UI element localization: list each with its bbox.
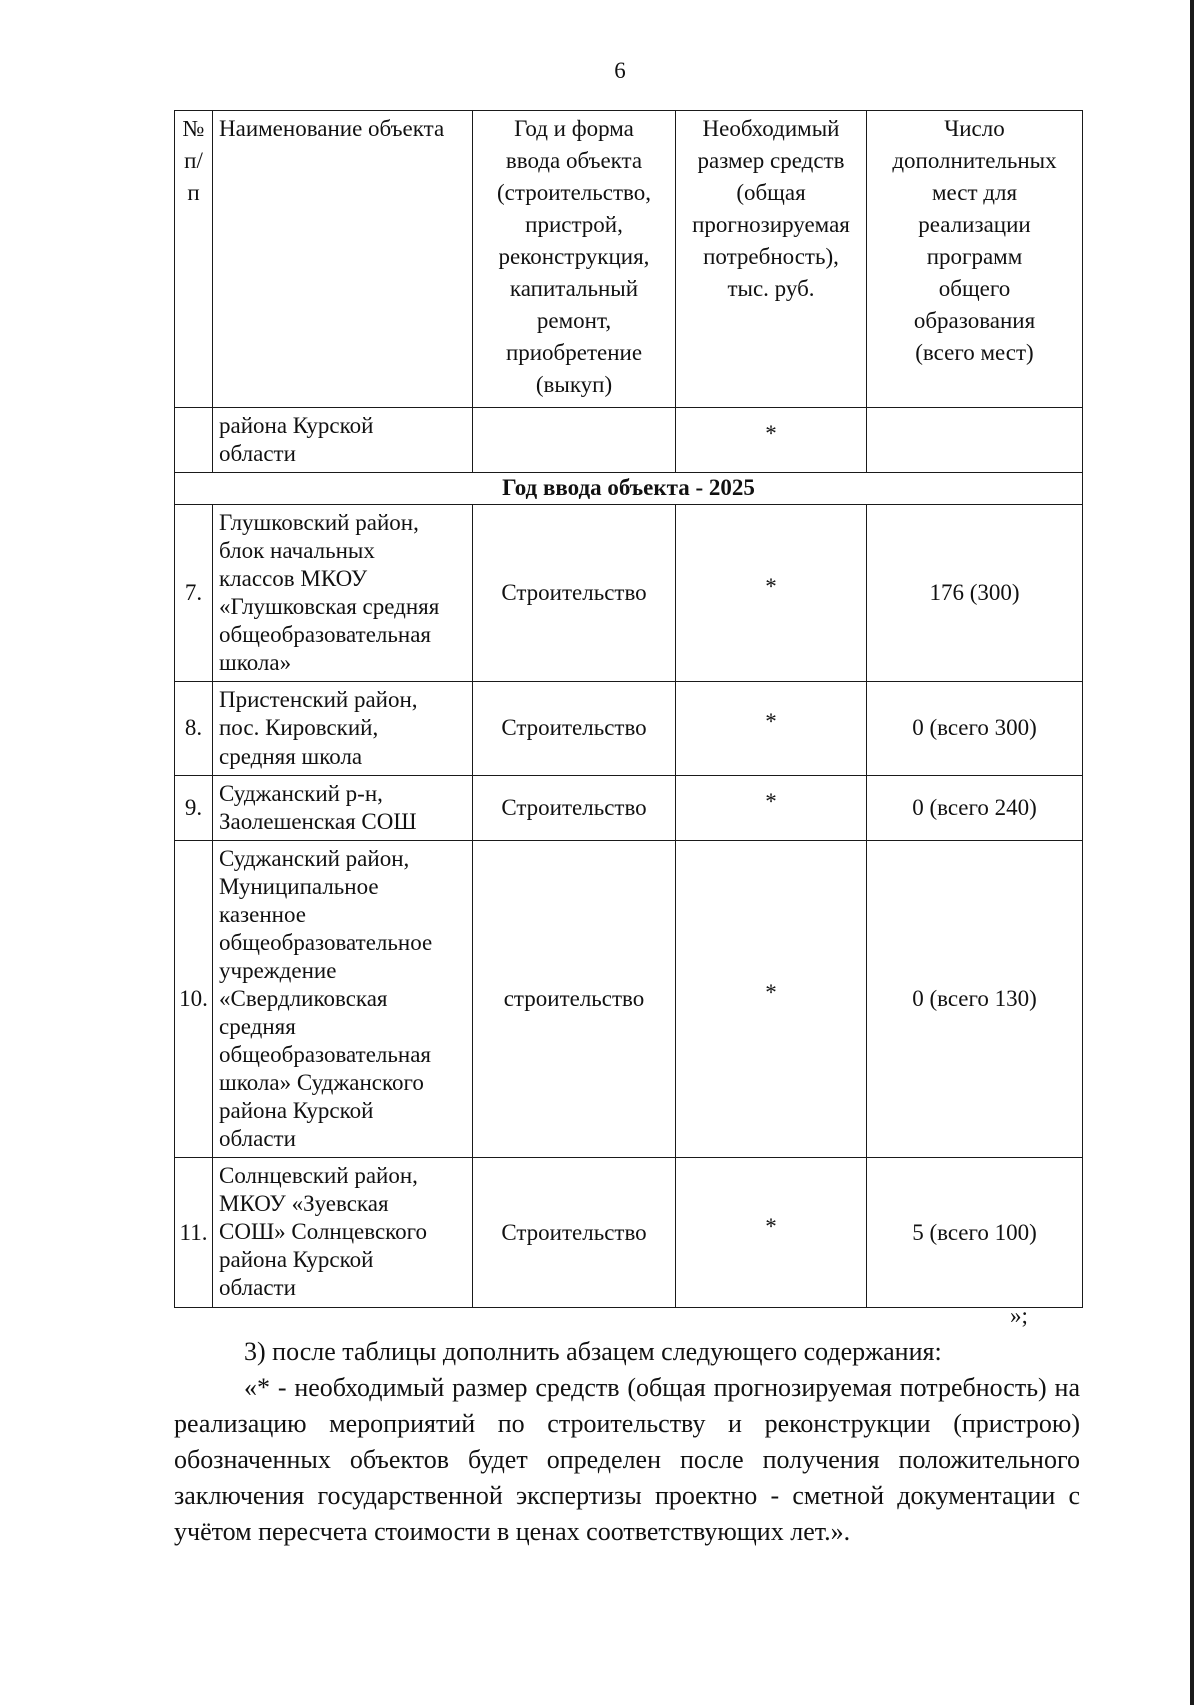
cell-name — [213, 775, 473, 840]
cell-line: Суджанский район, — [219, 845, 410, 871]
cell-line: образования — [913, 308, 1036, 333]
cell-line: ремонт, — [536, 308, 612, 333]
cell-cost: * — [676, 840, 867, 1158]
cell-line: капитальный — [509, 276, 639, 301]
cell-line: ввода объекта — [505, 148, 643, 173]
cell-places: 0 (всего 130) — [867, 840, 1083, 1158]
table-row — [175, 775, 1083, 840]
page-edge-shadow — [1190, 0, 1194, 1705]
cell-line: блок начальных — [219, 538, 375, 564]
cell-line: размер средств — [697, 148, 845, 173]
cell-line: приобретение — [505, 340, 643, 365]
header-form — [473, 111, 676, 408]
cell-cost: * — [676, 505, 867, 682]
cell-line: № — [182, 116, 205, 141]
paragraph-intro: 3) после таблицы дополнить абзацем следующего содержания: — [244, 1337, 942, 1366]
cell-line: СОШ» Солнцевского — [219, 1219, 428, 1245]
objects-table — [174, 110, 1083, 1308]
cell-places: 5 (всего 100) — [867, 1158, 1083, 1308]
cell-line: учреждение — [219, 957, 337, 983]
cell-num: 11. — [175, 1158, 213, 1308]
cell-line: реализации — [918, 212, 1031, 237]
cell-line: общеобразовательное — [219, 929, 433, 955]
cell-line: общеобразовательная — [219, 622, 431, 648]
cell-line: (строительство, — [497, 180, 651, 205]
table-header-row — [175, 111, 1083, 408]
header-cost — [676, 111, 867, 408]
cell-form: Строительство — [473, 505, 676, 682]
cell-num: 7. — [175, 505, 213, 682]
cell-line: казенное — [219, 901, 306, 927]
table-row — [175, 840, 1083, 1158]
cell-line: Суджанский р-н, — [219, 780, 383, 806]
paragraph-footnote: «* - необходимый размер средств (общая прогнозируемая потребность) на реализацию мероприятий по строительству и реконструкции (пристрою) обозначенных объектов будет определен после получения положительного заключения государственной экспертизы проектно - сметной документации с учётом пересчета стоимости в ценах соответствующих лет.». — [174, 1373, 1080, 1546]
cell-line: пос. Кировский, — [219, 715, 379, 741]
cell-line: классов МКОУ — [219, 566, 368, 592]
cell-line: Необходимый — [702, 116, 840, 141]
cell-line: области — [219, 1126, 296, 1152]
cell-num: 10. — [175, 840, 213, 1158]
cell-line: школа» — [219, 650, 292, 676]
cell-line: (общая — [736, 180, 806, 205]
table-row — [175, 505, 1083, 682]
cell-cost: * — [676, 682, 867, 775]
cell-form: Строительство — [473, 682, 676, 775]
header-places — [867, 111, 1083, 408]
cell-name — [213, 1158, 473, 1308]
cell-line: школа» Суджанского — [219, 1070, 424, 1096]
page-number: 6 — [614, 58, 626, 83]
cell-form — [473, 408, 676, 473]
cell-line: Пристенский район, — [219, 687, 418, 713]
cell-form: Строительство — [473, 775, 676, 840]
cell-line: пристрой, — [525, 212, 623, 237]
cell-num: 8. — [175, 682, 213, 775]
year-label: Год ввода объекта - 2025 — [175, 473, 1083, 505]
cell-line: программ — [926, 244, 1023, 269]
header-num — [175, 111, 213, 408]
closing-quote: »; — [1010, 1303, 1028, 1328]
cell-line: Год и форма — [514, 116, 634, 141]
cell-line: «Свердликовская — [219, 985, 388, 1011]
cell-cost: * — [676, 408, 867, 473]
cell-line: п/п — [184, 148, 203, 205]
cell-line: области — [219, 1275, 296, 1301]
cell-line: Заолешенская СОШ — [219, 808, 417, 834]
cell-form: Строительство — [473, 1158, 676, 1308]
cell-line: средняя — [219, 1013, 296, 1039]
cell-line: общего — [938, 276, 1011, 301]
cell-name — [213, 682, 473, 775]
cell-cost: * — [676, 775, 867, 840]
cell-line: (всего мест) — [915, 340, 1034, 365]
cell-line: Муниципальное — [219, 873, 379, 899]
cell-name — [213, 505, 473, 682]
cell-line: МКОУ «Зуевская — [219, 1191, 389, 1217]
cell-name — [213, 408, 473, 473]
cell-num — [175, 408, 213, 473]
cell-line: Глушковский район, — [219, 510, 419, 536]
cell-places: 176 (300) — [867, 505, 1083, 682]
cell-line: мест для — [931, 180, 1018, 205]
cell-places: 0 (всего 240) — [867, 775, 1083, 840]
cell-places: 0 (всего 300) — [867, 682, 1083, 775]
cell-line: области — [219, 441, 296, 467]
cell-line: (выкуп) — [535, 372, 613, 397]
continuation-row — [175, 408, 1083, 473]
cell-places — [867, 408, 1083, 473]
cell-num: 9. — [175, 775, 213, 840]
cell-line: дополнительных — [892, 148, 1057, 173]
cell-line: реконструкция, — [498, 244, 650, 269]
cell-line: района Курской — [219, 1098, 374, 1124]
year-row — [175, 473, 1083, 505]
cell-line: прогнозируемая — [692, 212, 850, 237]
header-name: Наименование объекта — [213, 111, 473, 408]
cell-line: средняя школа — [219, 743, 363, 769]
cell-line: «Глушковская средняя — [219, 594, 440, 620]
table-row — [175, 682, 1083, 775]
cell-cost: * — [676, 1158, 867, 1308]
cell-line: Солнцевский район, — [219, 1163, 418, 1189]
cell-form: строительство — [473, 840, 676, 1158]
cell-line: потребность), — [703, 244, 839, 269]
cell-line: Число — [944, 116, 1005, 141]
cell-line: района Курской — [219, 413, 374, 438]
cell-name — [213, 840, 473, 1158]
cell-line: тыс. руб. — [727, 276, 815, 301]
cell-line: района Курской — [219, 1247, 374, 1273]
cell-line: общеобразовательная — [219, 1041, 431, 1067]
table-row — [175, 1158, 1083, 1308]
